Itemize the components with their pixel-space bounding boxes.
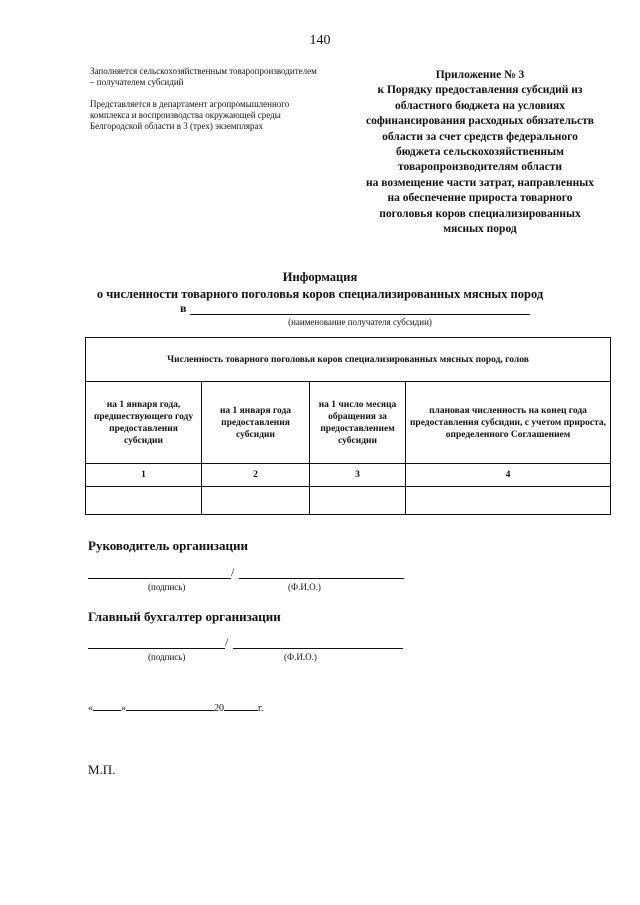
month-field[interactable]	[126, 701, 214, 711]
stamp-placeholder: М.П.	[88, 762, 116, 777]
accountant-name-caption: (Ф.И.О.)	[284, 652, 317, 662]
head-signature-slash: /	[231, 565, 235, 579]
livestock-table	[85, 337, 611, 515]
column-number: 2	[202, 464, 310, 487]
column-number: 4	[406, 464, 611, 487]
accountant-signature-caption: (подпись)	[148, 652, 186, 662]
column-header: на 1 число месяца обращения за предоставлением субсидии	[310, 382, 406, 464]
appendix-heading	[340, 68, 620, 237]
date-open-quote: «	[88, 703, 93, 714]
column-header: плановая численность на конец года предоставления субсидии, с учетом прироста, определенного Соглашением	[406, 382, 611, 464]
column-number: 3	[310, 464, 406, 487]
date-field[interactable]	[88, 701, 263, 714]
filled-by-note: Заполняется сельскохозяйственным товаропроизводителем – получателем субсидий	[90, 66, 317, 87]
column-header: на 1 января года, предшествующего году предоставления субсидии	[86, 382, 202, 464]
appendix-line: области за счет средств федерального	[382, 130, 578, 143]
recipient-name-field[interactable]	[190, 314, 530, 315]
day-field[interactable]	[93, 701, 121, 711]
date-close-quote: »	[121, 703, 126, 714]
head-name-caption: (Ф.И.О.)	[288, 582, 321, 592]
appendix-line: к Порядку предоставления субсидий из	[377, 84, 583, 97]
accountant-name-field[interactable]	[233, 648, 403, 649]
table-cell[interactable]	[202, 487, 310, 515]
table-header: Численность товарного поголовья коров специализированных мясных пород, голов	[86, 338, 611, 382]
year-suffix: г.	[258, 703, 264, 714]
recipient-prefix: в	[180, 301, 187, 315]
accountant-signature-slash: /	[225, 635, 229, 649]
column-header: на 1 января года предоставления субсидии	[202, 382, 310, 464]
recipient-caption: (наименование получателя субсидии)	[288, 317, 432, 327]
appendix-line: бюджета сельскохозяйственным	[396, 146, 564, 159]
page-number: 140	[309, 33, 331, 48]
appendix-line: софинансирования расходных обязательств	[366, 115, 594, 128]
document-title: Информация	[282, 270, 358, 284]
appendix-line: товаропроизводителям области	[397, 161, 562, 174]
accountant-signature-field[interactable]	[88, 648, 225, 649]
appendix-line: областного бюджета на условиях	[395, 99, 565, 112]
table-cell[interactable]	[310, 487, 406, 515]
year-field[interactable]	[224, 701, 258, 711]
head-signature-field[interactable]	[88, 578, 231, 579]
appendix-line: на обеспечение прироста товарного	[387, 192, 573, 205]
year-prefix: 20	[214, 703, 224, 714]
column-number: 1	[86, 464, 202, 487]
appendix-line: Приложение № 3	[435, 69, 525, 81]
head-name-field[interactable]	[239, 578, 404, 579]
table-cell[interactable]	[406, 487, 611, 515]
appendix-line: поголовья коров специализированных	[379, 207, 581, 220]
submitted-to-note: Представляется в департамент агропромышленного комплекса и воспроизводства окружающей среды Белгородской области в 3 (трех) экземплярах	[90, 99, 290, 131]
appendix-line: мясных пород	[443, 223, 517, 236]
table-cell[interactable]	[86, 487, 202, 515]
head-signature-caption: (подпись)	[148, 582, 186, 592]
accountant-signature-title: Главный бухгалтер организации	[88, 609, 281, 624]
document-subtitle: о численности товарного поголовья коров специализированных мясных пород	[96, 287, 544, 301]
appendix-line: на возмещение части затрат, направленных	[366, 176, 594, 189]
head-signature-title: Руководитель организации	[88, 538, 248, 553]
